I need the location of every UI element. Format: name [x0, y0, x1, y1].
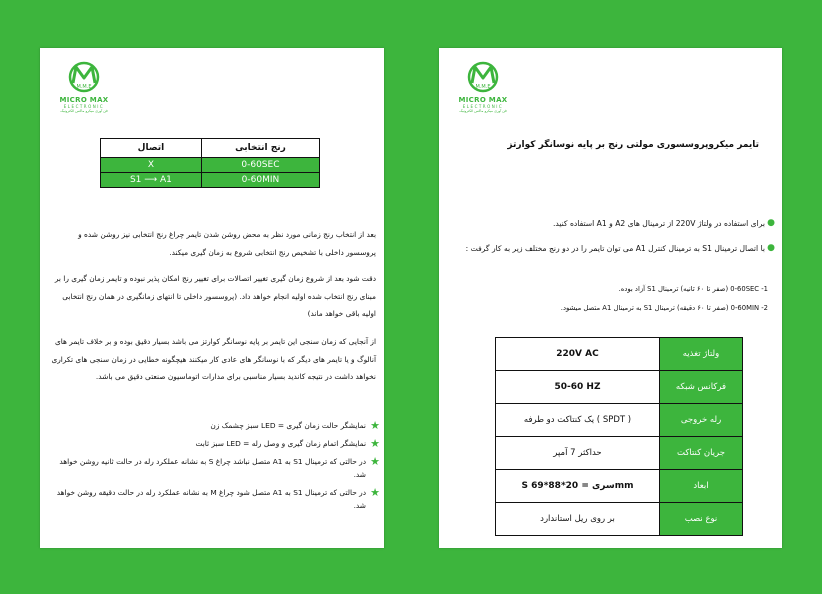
brand-name: MICRO MAX	[458, 96, 508, 104]
range-cell: 0-60MIN	[201, 173, 319, 188]
connection-cell: X	[101, 158, 202, 173]
logo-badge: M.M.E	[475, 84, 491, 90]
spec-value: حداکثر 7 آمپر	[496, 437, 660, 470]
spec-value: 220V AC	[496, 338, 660, 371]
spec-label: ابعاد	[660, 470, 743, 503]
mode-minutes: 2- 0-60MIN (صفر تا ۶۰ دقیقه) ترمینال S1 به ترمینال A1 متصل میشود.	[560, 304, 768, 312]
bullet-dot-icon: ●	[767, 218, 775, 228]
table-header-connection: اتصال	[101, 139, 202, 158]
table-row	[496, 371, 743, 404]
list-item: ● برای استفاده در ولتاژ 220V از ترمینال های A2 و A1 استفاده کنید.	[457, 216, 775, 231]
document-title: تایمر میکروپروسسوری مولتی رنج بر پایه نوسانگر کوارتز	[507, 140, 759, 150]
mode-seconds: 1- 0-60SEC (صفر تا ۶۰ ثانیه) ترمینال S1 آزاد بوده.	[618, 285, 768, 293]
spec-label: ولتاژ تغذیه	[660, 338, 743, 371]
spec-label: نوع نصب	[660, 503, 743, 536]
spec-value: S سری = 20*88*69mm	[496, 470, 660, 503]
left-page	[40, 48, 384, 548]
star-icon: ★	[370, 437, 380, 450]
logo-mark	[54, 61, 114, 95]
table-row	[496, 437, 743, 470]
table-row	[496, 338, 743, 371]
logo-mark	[453, 61, 513, 95]
feature-list	[54, 419, 380, 517]
star-icon: ★	[370, 419, 380, 432]
list-item: ★ نمایشگر حالت زمان گیری = LED سبز چشمک زن	[210, 419, 380, 432]
spec-label: فرکانس شبکه	[660, 371, 743, 404]
brand-tagline: فن آوری میکرو ماکس الکترونیک	[60, 109, 108, 113]
brand-sub: ELECTRONIC	[63, 104, 105, 109]
table-header-range: رنج انتخابی	[201, 139, 319, 158]
brand-name: MICRO MAX	[59, 96, 109, 104]
bullet-dot-icon: ●	[767, 243, 775, 253]
paragraph-1: بعد از انتخاب رنج زمانی مورد نظر به محض روشن شدن تایمر چراغ رنج انتخابی نیز روشن شده و پروسسور داخلی با تشخیص رنج انتخابی شروع به زمان گیری میکند.	[78, 230, 376, 257]
list-item: ● با اتصال ترمینال S1 به ترمینال کنترل A1 می توان تایمر را در دو رنج مختلف زیر به کار گرفت :	[457, 241, 775, 256]
brand-logo	[54, 61, 114, 114]
range-cell: 0-60SEC	[201, 158, 319, 173]
table-row	[496, 470, 743, 503]
list-item: ★ نمایشگر اتمام زمان گیری و وصل رله = LED سبز ثابت	[195, 437, 380, 450]
table-row	[496, 503, 743, 536]
connection-cell: S1 ⟶ A1	[101, 173, 202, 188]
brand-logo	[453, 61, 513, 114]
table-row	[101, 158, 320, 173]
star-icon: ★	[370, 455, 380, 468]
logo-badge: M.M.E	[76, 84, 92, 90]
list-item: ★ در حالتی که ترمینال S1 به A1 متصل شود چراغ M به نشانه عملکرد رله در حالت دقیقه روشن خواهد شد.	[56, 486, 380, 510]
spec-label: رله خروجی	[660, 404, 743, 437]
spec-value: بر روی ریل استاندارد	[496, 503, 660, 536]
brand-tagline: فن آوری میکرو ماکس الکترونیک	[459, 109, 507, 113]
brand-sub: ELECTRONIC	[462, 104, 504, 109]
star-icon: ★	[370, 486, 380, 499]
spec-label: جریان کنتاکت	[660, 437, 743, 470]
range-table	[100, 138, 320, 188]
table-row	[496, 404, 743, 437]
usage-list	[457, 216, 775, 256]
spec-value: 50-60 HZ	[496, 371, 660, 404]
spec-value: یک کنتاکت دو طرفه ( SPDT )	[496, 404, 660, 437]
spec-table	[495, 337, 743, 536]
paragraph-3: از آنجایی که زمان سنجی این تایمر بر پایه نوسانگر کوارتز می باشد بسیار دقیق بوده و بر خلاف تایمر های آنالوگ و یا تایمر های دیگر که با نوسانگر های عادی کار میکنند هیچگونه خطایی در زمان سنجی های تکراری نخواهد داشت در نتیجه کاندید بسیار مناسبی برای مدارات اتوماسیون صنعتی دقیق می باشد.	[51, 337, 376, 381]
paragraph-2: دقت شود بعد از شروع زمان گیری تغییر اتصالات برای تغییر رنج امکان پذیر نبوده و تایمر زمان گیری را بر مبنای رنج انتخاب شده اولیه انجام خواهد داد. (پروسسور داخلی تا انتهای زمانگیری در همان رنج انتخابی اولیه باقی خواهد ماند)	[54, 274, 376, 318]
table-row	[101, 173, 320, 188]
list-item: ★ در حالتی که ترمینال S1 به A1 متصل نباشد چراغ S به نشانه عملکرد رله در حالت ثانیه روشن خواهد شد.	[59, 455, 380, 479]
right-page	[439, 48, 782, 548]
